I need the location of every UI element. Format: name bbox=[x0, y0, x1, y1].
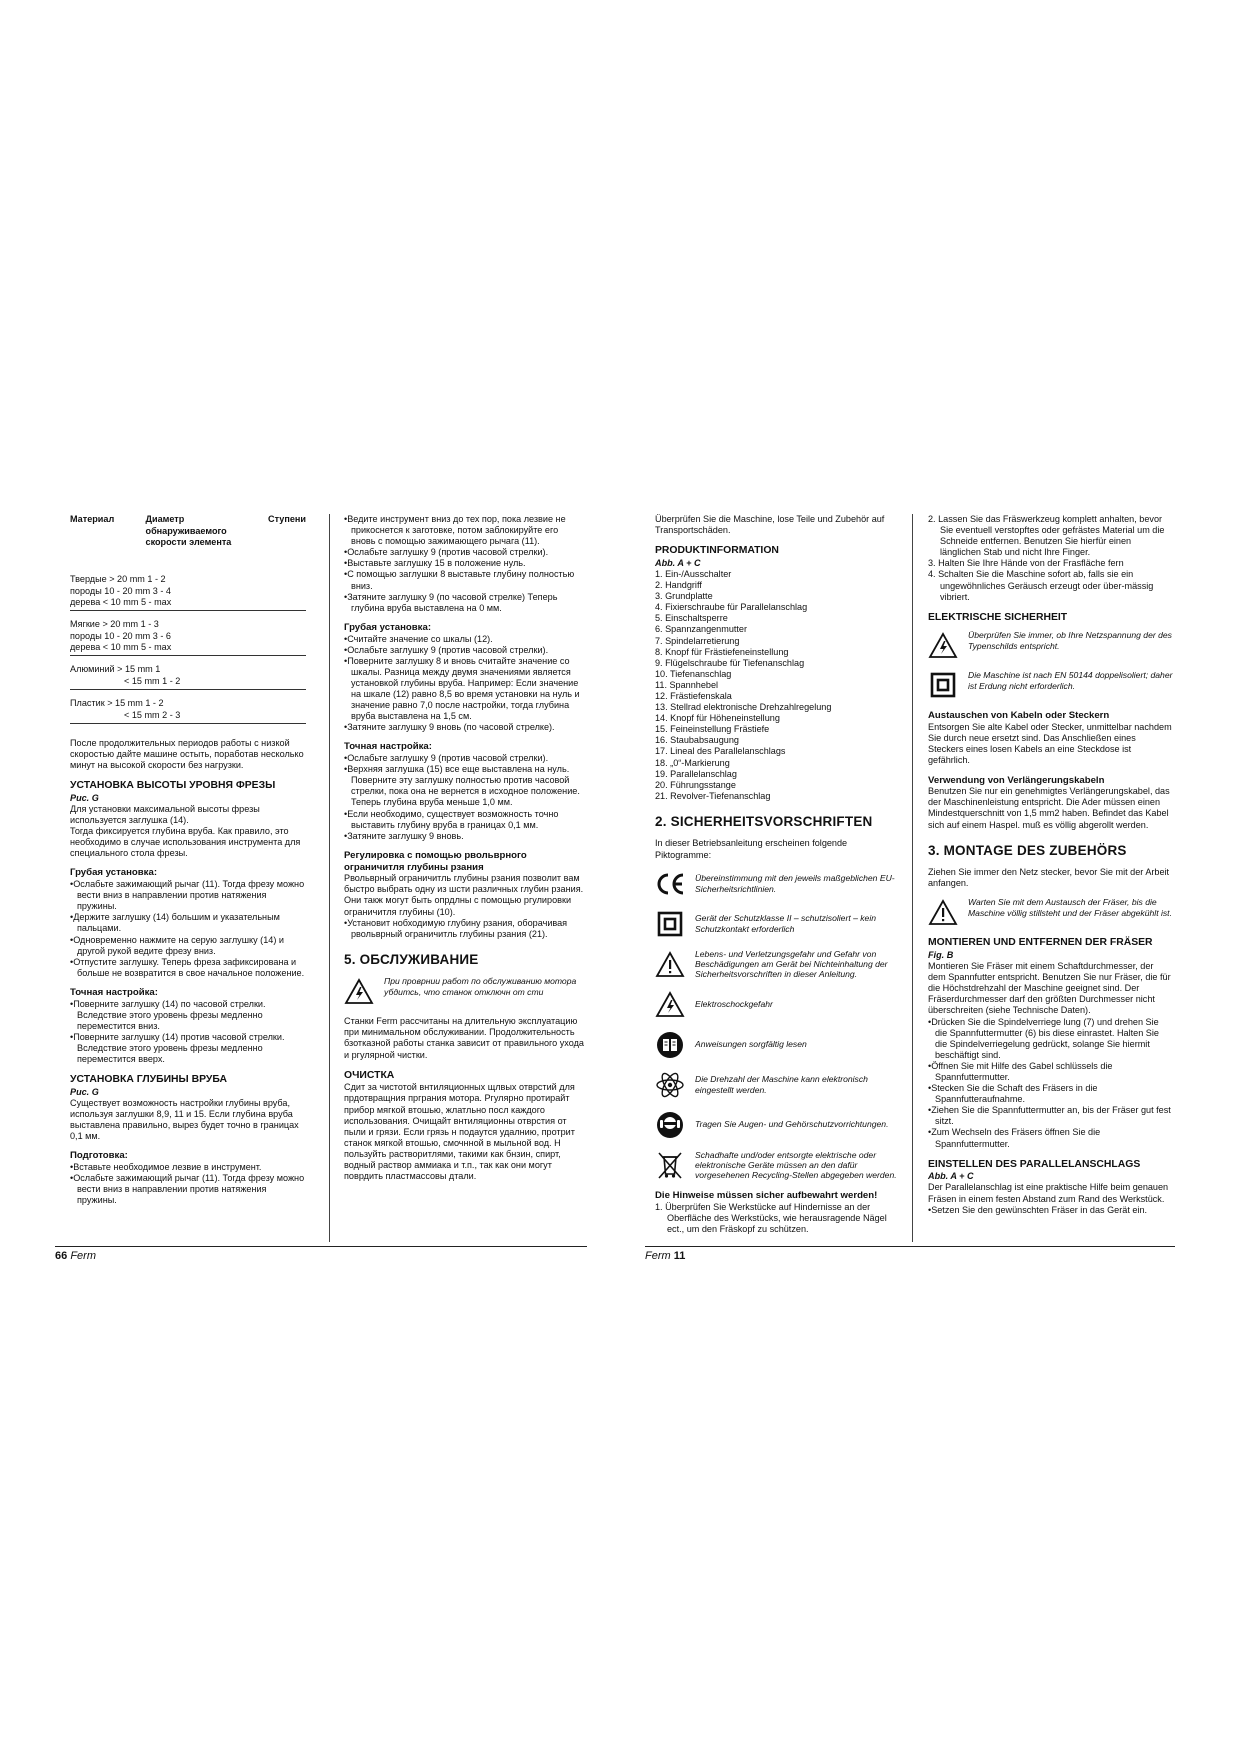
material-group bbox=[70, 566, 306, 611]
list-item: • Ослабьте заглушку 9 (против часовой стрелки). bbox=[344, 753, 584, 764]
electronic-speed-icon bbox=[655, 1070, 685, 1100]
rough-list bbox=[70, 879, 306, 979]
safety-intro: In dieser Betriebsanleitung erscheinen folgende Piktogramme: bbox=[655, 838, 848, 860]
list-item: 15. Feineinstellung Frästiefe bbox=[655, 724, 770, 735]
cable-paragraph: Entsorgen Sie alte Kabel oder Stecker, unmittelbar nachdem Sie durch neue ersetzt sind. Das Anschließen eines Steckers eines losen Kabels an eine Steckdose ist gefährlich. bbox=[928, 722, 1172, 766]
revolver-paragraph: Рвольврный ограничитль глубины рзания позволит вам быстро выбрать одну из шсти различных глубин рзания. Они такж могут быть опрдлны с помощью ргулировки ограничитля глубины (10). bbox=[344, 873, 584, 917]
cutter-warning-text: Warten Sie mit dem Austausch der Fräser, bis die Maschine völlig stillsteht und der Fräser abgekühlt ist. bbox=[968, 897, 1172, 918]
pictogram-text: Tragen Sie Augen- und Gehörschutzvorrichtungen. bbox=[695, 1119, 889, 1130]
mounting-paragraph: Ziehen Sie immer den Netz stecker, bevor Sie mit der Arbeit anfangen. bbox=[928, 867, 1170, 889]
pictogram-text: Übereinstimmung mit den jeweils maßgeblichen EU-Sicherheitsrichtlinien. bbox=[695, 873, 895, 894]
list-item: • Ослабьте заглушку 9 (против часовой стрелки). bbox=[344, 547, 584, 558]
list-item: 12. Frästiefenskala bbox=[655, 691, 732, 701]
cutter-warning bbox=[928, 897, 1173, 927]
voltage-warning-text: Überprüfen Sie immer, ob Ihre Netzspannung der des Typenschilds entspricht. bbox=[968, 630, 1172, 651]
left-footer bbox=[55, 1250, 96, 1262]
pictogram-row bbox=[655, 869, 897, 899]
list-item: 18. „0“-Markierung bbox=[655, 757, 730, 768]
height-paragraph-2: Тогда фиксируется глубина вруба. Как правило, это необходимо в случае использования инструмента для специального стола фрезы. bbox=[70, 826, 301, 859]
list-item: • Ослабьте зажимающий рычаг (11). Тогда фрезу можно вести вниз в направлении против натяжения пружины. bbox=[70, 1173, 306, 1206]
keep-heading: Die Hinweise müssen sicher aufbewahrt werden! bbox=[655, 1190, 878, 1202]
list-item: 7. Spindelarretierung bbox=[655, 635, 740, 646]
fine-heading-2: Точная настройка: bbox=[344, 741, 432, 753]
pictogram-row bbox=[655, 909, 897, 939]
pictogram-text: Gerät der Schutzklasse II – schutzisoliert – kein Schutzkontakt erforderlich bbox=[695, 913, 877, 934]
cutter-list bbox=[928, 1017, 1173, 1150]
depth-heading: УСТАНОВКА ГЛУБИНЫ ВРУБА bbox=[70, 1074, 227, 1086]
list-item: 3. Halten Sie Ihre Hände von der Frasfläche fern bbox=[928, 558, 1124, 569]
table-row: Пластик > 15 mm 1 - 2 bbox=[70, 698, 164, 709]
column-divider-right bbox=[912, 514, 913, 1242]
list-item: • Ослабьте зажимающий рычаг (11). Тогда фрезу можно вести вниз в направлении против натяжения пружины. bbox=[70, 879, 306, 912]
material-groups bbox=[70, 566, 306, 724]
pictogram-text: Schadhafte und/oder entsorgte elektrische oder elektronische Geräte müssen an den dafür vorgesehenen Recycling-Stellen abgegeben werden. bbox=[695, 1149, 897, 1181]
pictogram-text: Lebens- und Verletzungsgefahr und Gefahr von Beschädigungen am Gerät bei Nichteinhaltung der Sicherheitsvorschriften in dieser Anleitung. bbox=[695, 948, 888, 980]
list-item: 16. Staubabsaugung bbox=[655, 735, 739, 746]
right-col-2 bbox=[928, 514, 1173, 1224]
list-item: 4. Schalten Sie die Maschine sofort ab, falls sie ein ungewöhnliches Geräusch erzeugt oder über-mässig vibriert. bbox=[928, 569, 1154, 602]
parts-list bbox=[655, 569, 897, 802]
list-item: 10. Tiefenanschlag bbox=[655, 668, 732, 679]
table-row: породы 10 - 20 mm 3 - 6 bbox=[70, 630, 171, 641]
list-item: • Выставьте заглушку 15 в положение нуль. bbox=[344, 558, 584, 569]
pictogram-text: Anweisungen sorgfältig lesen bbox=[695, 1039, 807, 1050]
list-item: • Setzen Sie den gewünschten Fräser in das Gerät ein. bbox=[928, 1205, 1173, 1216]
fig-b-label: Fig. B bbox=[928, 949, 954, 960]
cutter-heading: MONTIEREN UND ENTFERNEN DER FRÄSER bbox=[928, 937, 1153, 949]
list-item: 1. Überprüfen Sie Werkstücke auf Hindernisse an der Oberfläche des Werkstücks, wie herausragende Nägel ect., um den Fräskopf zu schützen. bbox=[655, 1202, 887, 1235]
voltage-warning bbox=[928, 630, 1173, 660]
column-divider bbox=[329, 514, 330, 1242]
pictogram-row bbox=[655, 1070, 897, 1100]
insulation-note-text: Die Maschine ist nach EN 50144 doppelisoliert; daher ist Erdung nicht erforderlich. bbox=[968, 670, 1173, 691]
electrical-heading: ELEKTRISCHE SICHERHEIT bbox=[928, 611, 1068, 623]
cutter-paragraph: Montieren Sie Fräser mit einem Schaftdurchmesser, der dem Spannfutter entspricht. Benutzen Sie nur Fräser, die für die Höchstdrehzahl der Maschine geeignet sind. Der Fräserdurchmesser darf den größten Durchmesser nicht überschreiten (siehe Technische Daten). bbox=[928, 961, 1171, 1016]
fig-ac-label: Abb. A + C bbox=[655, 557, 701, 568]
list-item: • Установит нобходимую глубину рзания, оборачивая рвольврный ограничитль глубины рзания (21). bbox=[344, 918, 584, 940]
table-header-steps: Ступени bbox=[268, 514, 306, 524]
pictogram-row bbox=[655, 1110, 897, 1140]
list-item: • Считайте значение со шкалы (12). bbox=[344, 634, 584, 645]
ce-mark-icon bbox=[655, 869, 685, 899]
electric-shock-icon bbox=[344, 976, 374, 1006]
table-row: дерева < 10 mm 5 - max bbox=[70, 642, 172, 653]
right-footer bbox=[645, 1250, 685, 1262]
list-item: 2. Handgriff bbox=[655, 580, 702, 591]
table-row: < 15 mm 2 - 3 bbox=[124, 709, 181, 720]
material-group bbox=[70, 611, 306, 656]
list-item: 21. Revolver-Tiefenanschlag bbox=[655, 790, 771, 801]
product-heading: PRODUKTINFORMATION bbox=[655, 545, 779, 557]
table-header-material: Материал bbox=[70, 514, 115, 524]
pictogram-row bbox=[655, 1150, 897, 1181]
keep-list bbox=[655, 1202, 897, 1235]
double-insulation-icon bbox=[655, 909, 685, 939]
list-item: 8. Knopf für Frästiefeneinstellung bbox=[655, 646, 789, 657]
list-item: • Drücken Sie die Spindelverriege lung (7) und drehen Sie die Spannfuttermutter (6) bis diese einrastet. Halten Sie die Spindelverriegelung gedrückt, solange Sie hiermit beschäftigt sind. bbox=[928, 1017, 1173, 1061]
list-item: 1. Ein-/Ausschalter bbox=[655, 568, 732, 579]
fine-list bbox=[70, 999, 306, 1066]
material-group bbox=[70, 656, 306, 690]
safety-list-cont bbox=[928, 514, 1173, 603]
pictogram-text: Elektroschockgefahr bbox=[695, 999, 773, 1010]
list-item: 2. Lassen Sie das Fräswerkzeug komplett anhalten, bevor Sie eventuell verstopftes oder gefrästes Material um die Schneide entfernen. Benutzen Sie hierfür einen länglichen Stab und nicht Ihre Finger. bbox=[928, 514, 1165, 558]
clean-heading: ОЧИСТКА bbox=[344, 1069, 395, 1081]
list-item: • Верхняя заглушка (15) все еще выставлена на нуль. Поверните эту заглушку полностью против часовой стрелки, пока она не вернется в исходное положение. Теперь глубина вруба меньше 1,0 мм. bbox=[344, 764, 584, 808]
left-footer-rule bbox=[55, 1246, 587, 1247]
insulation-note bbox=[928, 670, 1173, 700]
table-row: Мягкие > 20 mm 1 - 3 bbox=[70, 619, 159, 630]
left-col-1 bbox=[70, 514, 306, 1214]
fig-g-label-2: Рис. G bbox=[70, 1086, 99, 1097]
parallel-list bbox=[928, 1205, 1173, 1216]
list-item: 13. Stellrad elektronische Drehzahlregelung bbox=[655, 702, 832, 713]
parallel-heading: EINSTELLEN DES PARALLELANSCHLAGS bbox=[928, 1158, 1141, 1170]
rough-heading-2: Грубая установка: bbox=[344, 621, 432, 633]
list-item: • Вставьте необходимое лезвие в инструмент. bbox=[70, 1162, 306, 1173]
left-page-number: 66 bbox=[55, 1250, 68, 1262]
list-item: • Ослабьте заглушку 9 (против часовой стрелки). bbox=[344, 645, 584, 656]
list-item: 19. Parallelanschlag bbox=[655, 768, 737, 779]
prep-list bbox=[70, 1162, 306, 1206]
safety-heading: 2. SICHERHEITSVORSCHRIFTEN bbox=[655, 813, 873, 829]
list-item: • Stecken Sie die Schaft des Fräsers in die Spannfutteraufnahme. bbox=[928, 1083, 1173, 1105]
table-row: породы 10 - 20 mm 3 - 4 bbox=[70, 585, 171, 596]
table-row: дерева < 10 mm 5 - max bbox=[70, 597, 172, 607]
list-item: • Поверните заглушку 8 и вновь считайте значение со шкалы. Разница между двумя значениями является установкой глубины вруба. Например: Если значение на шкале (12) равно 8,5 во время установки на нуль и значение равно 7,0 после настройки, тогда глубина вруба выставлена на 1,5 см. bbox=[344, 656, 584, 723]
depth-steps-list bbox=[344, 514, 584, 614]
list-item: • Ведите инструмент вниз до тех пор, пока лезвие не прикоснется к заготовке, потом заблокируйте его вновь с помощью зажимающего рычага (11). bbox=[344, 514, 584, 547]
cable-heading: Austauschen von Kabeln oder Steckern bbox=[928, 710, 1110, 722]
electric-shock-icon bbox=[928, 630, 958, 660]
fig-g-label: Рис. G bbox=[70, 792, 99, 803]
fig-ac-label-2: Abb. A + C bbox=[928, 1171, 974, 1182]
list-item: • Отпустите заглушку. Теперь фреза зафиксирована и больше не возвратится в свое начальное положение. bbox=[70, 957, 306, 979]
material-group bbox=[70, 690, 306, 724]
pictogram-text: Die Drehzahl der Maschine kann elektronisch eingestellt werden. bbox=[695, 1074, 868, 1095]
warning-icon bbox=[655, 949, 685, 979]
service-paragraph: Станки Ferm рассчитаны на длительную эксплуатацию при минимальном обслуживании. Продолжительность бзотказной работы станка зависит от правильного ухода и ргулярной чистки. bbox=[344, 1016, 584, 1060]
double-insulation-icon bbox=[928, 670, 958, 700]
revolver-heading: Регулировка с помощью рвольврного ограничитля глубины рзания bbox=[344, 849, 527, 873]
rough-heading: Грубая установка: bbox=[70, 867, 158, 879]
list-item: • Держите заглушку (14) большим и указательным пальцами. bbox=[70, 912, 306, 934]
right-col-1 bbox=[655, 514, 897, 1243]
list-item: 4. Fixierschraube für Parallelanschlag bbox=[655, 602, 808, 613]
list-item: • Если необходимо, существует возможность точно выставить глубину вруба в границах 0,1 мм. bbox=[344, 809, 584, 831]
fine-heading: Точная настройка: bbox=[70, 986, 158, 998]
pictogram-list bbox=[655, 869, 897, 1181]
list-item: 6. Spannzangenmutter bbox=[655, 624, 748, 635]
list-item: • Поверните заглушку (14) против часовой стрелки. Вследствие этого уровень фрезы медленно переместится вверх. bbox=[70, 1032, 306, 1065]
list-item: • Öffnen Sie mit Hilfe des Gabel schlüssels die Spannfuttermutter. bbox=[928, 1061, 1173, 1083]
eye-ear-protection-icon bbox=[655, 1110, 685, 1140]
fine-list-2 bbox=[344, 753, 584, 842]
pictogram-row bbox=[655, 990, 897, 1020]
cooldown-paragraph: После продолжительных периодов работы с низкой скоростью дайте машине остыть, поработав несколько минут на высокой скорости без нагрузки. bbox=[70, 737, 304, 771]
list-item: • Затяните заглушку 9 вновь (по часовой стрелке). bbox=[344, 722, 584, 733]
parallel-paragraph: Der Parallelanschlag ist eine praktische Hilfe beim genauen Fräsen in einem festen Abstand zum Rand des Werkstück. bbox=[928, 1182, 1169, 1204]
warning-icon bbox=[928, 897, 958, 927]
service-warning bbox=[344, 976, 584, 1006]
list-item: 3. Grundplatte bbox=[655, 591, 713, 602]
list-item: • Затяните заглушку 9 (по часовой стрелке) Теперь глубина вруба выставлена на 0 мм. bbox=[344, 592, 584, 614]
rough-list-2 bbox=[344, 634, 584, 734]
extension-heading: Verwendung von Verlängerungskabeln bbox=[928, 774, 1105, 786]
list-item: 20. Führungsstange bbox=[655, 779, 736, 790]
list-item: 11. Spannhebel bbox=[655, 679, 719, 690]
list-item: • Затяните заглушку 9 вновь. bbox=[344, 831, 584, 842]
electric-shock-icon bbox=[655, 990, 685, 1020]
table-row: Твердые > 20 mm 1 - 2 bbox=[70, 574, 166, 585]
weee-bin-icon bbox=[655, 1150, 685, 1180]
table-row: < 15 mm 1 - 2 bbox=[124, 675, 181, 686]
right-footer-brand: Ferm bbox=[645, 1250, 671, 1262]
list-item: • С помощью заглушки 8 выставьте глубину полностью вниз. bbox=[344, 569, 584, 591]
right-footer-rule bbox=[645, 1246, 1175, 1247]
list-item: 5. Einschaltsperre bbox=[655, 613, 728, 624]
list-item: • Одновременно нажмите на серую заглушку (14) и другой рукой ведите фрезу вниз. bbox=[70, 935, 306, 957]
left-col-2 bbox=[344, 514, 584, 1190]
clean-paragraph: Сдит за чистотой внтиляционных щлвых отврстий для прдотвращния прграния мотора. Ргулярно протирайт прибор мягкой втошью, жлатльно посл каждого использования. Очищайт внтиляционны отврстия от пыли и грязи. Если грязь н подаутся удалнию, протрит станок мягкой втошью, смочнной в мыльной вод. Н пользуйть растворитлями, такими как бнзин, спирт, водный раствор аммиака и т.п., так как они могут поврдить пластмассовы дтали. bbox=[344, 1082, 575, 1182]
transport-check: Überprüfen Sie die Maschine, lose Teile und Zubehör auf Transportschäden. bbox=[655, 514, 885, 536]
list-item: • Поверните заглушку (14) по часовой стрелки. Вследствие этого уровень фрезы медленно переместится вниз. bbox=[70, 999, 306, 1032]
material-speed-table bbox=[70, 514, 306, 556]
service-heading: 5. ОБСЛУЖИВАНИЕ bbox=[344, 951, 479, 967]
depth-paragraph: Существует возможность настройки глубины вруба, используя заглушки 8,9, 11 и 15. Если глубина вруба выставлена правильно, вырез будет точно в границах 0,1 мм. bbox=[70, 1098, 299, 1142]
read-manual-icon bbox=[655, 1030, 685, 1060]
height-heading: УСТАНОВКА ВЫСОТЫ УРОВНЯ ФРЕЗЫ bbox=[70, 780, 276, 792]
list-item: • Ziehen Sie die Spannfuttermutter an, bis der Fräser gut fest sitzt. bbox=[928, 1105, 1173, 1127]
right-page-number: 11 bbox=[673, 1250, 686, 1262]
height-paragraph: Для установки максимальной высоты фрезы используется заглушка (14). bbox=[70, 803, 260, 826]
prep-heading: Подготовка: bbox=[70, 1150, 128, 1162]
list-item: 17. Lineal des Parallelanschlags bbox=[655, 746, 786, 757]
extension-paragraph: Benutzen Sie nur ein genehmigtes Verlängerungskabel, das der Maschinenleistung entspricht. Die Ader müssen einen Mindestquerschnitt von 1,5 mm2 haben. Befindet das Kabel sich auf einem Haspel. muß es völlig abgerollt werden. bbox=[928, 786, 1170, 830]
table-header-diameter: Диаметр обнаруживаемого скорости элемента bbox=[145, 514, 232, 548]
list-item: 14. Knopf für Höheneinstellung bbox=[655, 713, 780, 724]
list-item: 9. Flügelschraube für Tiefenanschlag bbox=[655, 657, 805, 668]
revolver-list bbox=[344, 918, 584, 940]
list-item: • Zum Wechseln des Fräsers öffnen Sie die Spannfuttermutter. bbox=[928, 1127, 1173, 1149]
pictogram-row bbox=[655, 1030, 897, 1060]
mounting-heading: 3. MONTAGE DES ZUBEHÖRS bbox=[928, 842, 1127, 858]
pictogram-row bbox=[655, 949, 897, 980]
table-row: Алюминий > 15 mm 1 bbox=[70, 664, 161, 675]
left-footer-brand: Ferm bbox=[70, 1250, 96, 1262]
service-warning-text: При проврнии работ по обслуживанию мотора убдитсь, что станок отключн от сти bbox=[384, 976, 577, 997]
